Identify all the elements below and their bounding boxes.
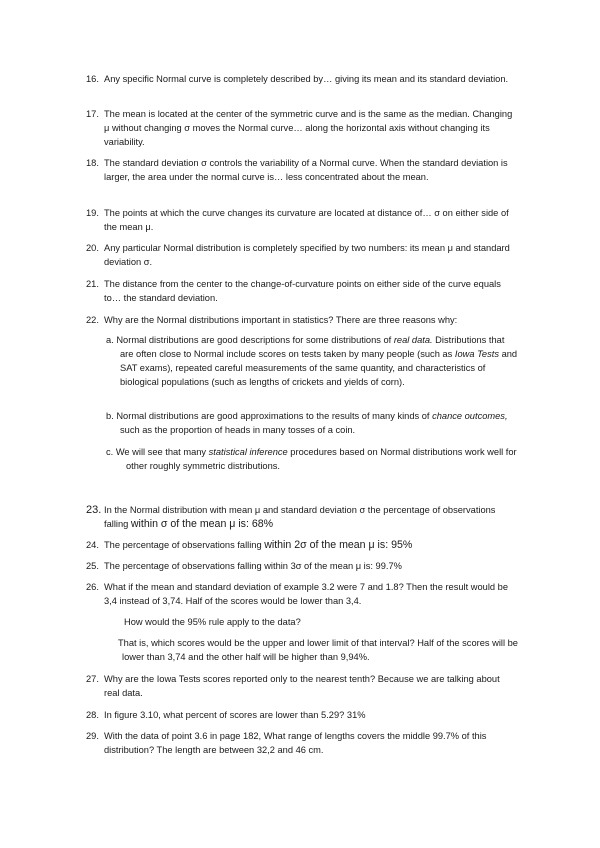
item-number: 26.: [86, 582, 99, 592]
item-number: 28.: [86, 710, 99, 720]
item-text: Why are the Normal distributions important in statistics? There are three reasons why:: [104, 315, 458, 325]
item-number: 27.: [86, 674, 99, 684]
item-number: 25.: [86, 561, 99, 571]
list-item-22: [86, 313, 516, 327]
reason-a-italic: real data.: [393, 335, 433, 345]
reason-a-text-2: Distributions that are often close to Normal include scores on tests taken by many people (such as: [120, 335, 505, 359]
item-text: The percentage of observations falling: [104, 540, 265, 550]
list-item-24: [86, 538, 516, 552]
list-item-28: [86, 708, 516, 722]
item-number: 17.: [86, 109, 99, 119]
list-item-16: [86, 72, 516, 86]
item-text: The points at which the curve changes its curvature are located at distance of… σ on either side of the mean μ.: [104, 208, 509, 232]
list-item-29: [86, 729, 516, 757]
list-item-21: [86, 277, 516, 305]
item-number: 19.: [86, 208, 99, 218]
item-number: 24.: [86, 540, 99, 550]
list-item-17: [86, 107, 516, 149]
question-95-rule: How would the 95% rule apply to the data?: [124, 617, 301, 627]
item-text: In figure 3.10, what percent of scores are lower than 5.29? 31%: [104, 710, 366, 720]
reason-c-text-2: procedures based on Normal distributions work well for other roughly symmetric distributions.: [126, 447, 517, 471]
reason-b-text-1: b. Normal distributions are good approximations to the results of many kinds of: [106, 411, 433, 421]
item-text: The percentage of observations falling within 3σ of the mean μ is: 99.7%: [104, 561, 402, 571]
item-text: The distance from the center to the change-of-curvature points on either side of the curve equals to… the standard deviation.: [104, 279, 501, 303]
list-item-23: [86, 503, 516, 531]
item-text: What if the mean and standard deviation of example 3.2 were 7 and 1.8? Then the result would be 3,4 instead of 3,74. Half of the scores would be lower than 3,4.: [104, 582, 508, 606]
reason-c-text-1: c. We will see that many: [106, 447, 209, 457]
item-text: The standard deviation σ controls the variability of a Normal curve. When the standard deviation is larger, the area under the normal curve is… less concentrated about the mean.: [104, 158, 508, 182]
item-text-emphasis: within 2σ of the mean μ is: 95%: [264, 539, 413, 551]
reason-a-italic-2: Iowa Tests: [454, 349, 499, 359]
item-number: 23.: [86, 504, 102, 516]
list-item-26: [86, 580, 516, 608]
reason-a-text-1: a. Normal distributions are good descriptions for some distributions of: [106, 335, 394, 345]
list-item-19: [86, 206, 516, 234]
reason-b-text-2: such as the proportion of heads in many tosses of a coin.: [120, 425, 356, 435]
list-item-18: [86, 156, 516, 184]
item-text-emphasis: within σ of the mean μ is: 68%: [130, 518, 274, 530]
item-text: In the Normal distribution with mean μ and standard deviation σ the percentage of observations falling: [104, 505, 496, 529]
item-number: 29.: [86, 731, 99, 741]
reason-b-italic: chance outcomes,: [432, 411, 508, 421]
item-text: The mean is located at the center of the symmetric curve and is the same as the median. Changing μ without changing σ moves the Normal curve… along the horizontal axis without changing its variability.: [104, 109, 513, 147]
reason-a-text-3: and SAT exams), repeated careful measurements of the same quantity, and characteristics of biological populations (such as lengths of crickets and yields of corn).: [120, 349, 518, 387]
item-number: 20.: [86, 243, 99, 253]
item-text: Any particular Normal distribution is completely specified by two numbers: its mean μ and standard deviation σ.: [104, 243, 510, 267]
answer-95-rule: [100, 636, 518, 664]
reason-c-italic: statistical inference: [208, 447, 288, 457]
item-number: 22.: [86, 315, 99, 325]
item-text: Any specific Normal curve is completely described by… giving its mean and its standard deviation.: [104, 74, 509, 84]
list-item-25: [86, 559, 516, 573]
item-text: Why are the Iowa Tests scores reported only to the nearest tenth? Because we are talking about real data.: [104, 674, 500, 698]
item-number: 16.: [86, 74, 99, 84]
answer-text: That is, which scores would be the upper and lower limit of that interval? Half of the scores will be lower than 3,74 and the other half will be higher than 9,94%.: [118, 638, 518, 662]
list-item-27: [86, 672, 516, 700]
reason-a: [106, 333, 518, 389]
item-text: With the data of point 3.6 in page 182, What range of lengths covers the middle 99.7% of this distribution? The length are between 32,2 and 46 cm.: [104, 731, 487, 755]
item-number: 18.: [86, 158, 99, 168]
item-number: 21.: [86, 279, 99, 289]
reason-b: [106, 409, 518, 437]
reason-c: [106, 445, 518, 473]
list-item-20: [86, 241, 516, 269]
